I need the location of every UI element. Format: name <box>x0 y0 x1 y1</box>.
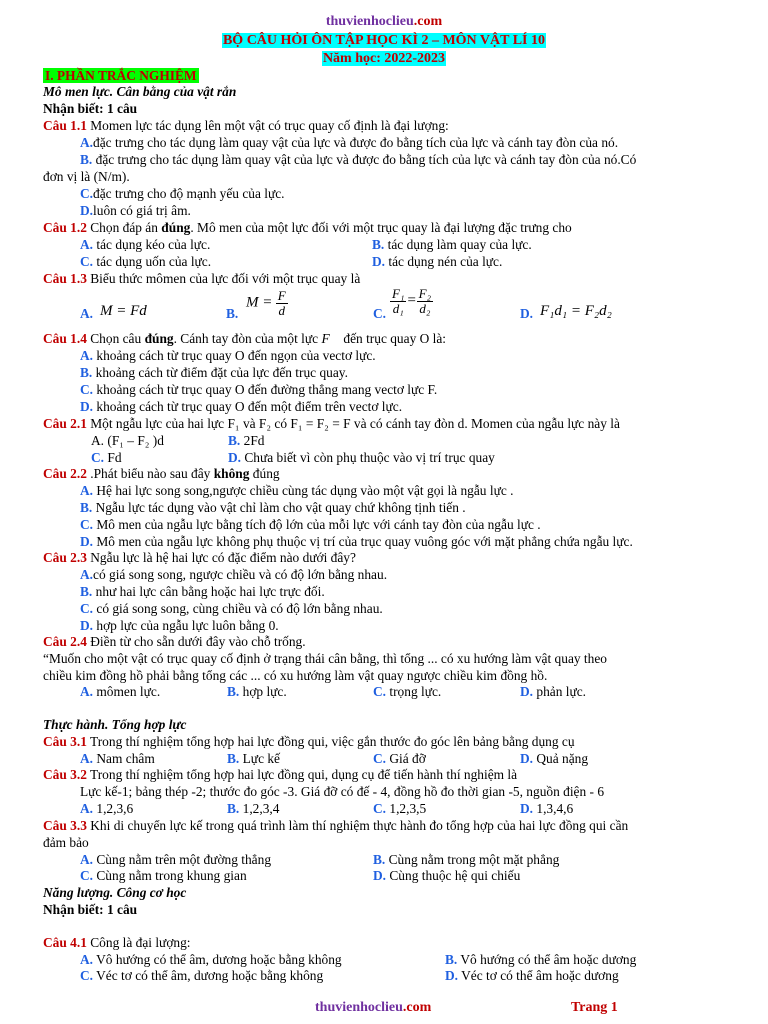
topic-heading: Năng lượng. Công cơ học <box>43 885 187 900</box>
question-4-1: Câu 4.1 Công là đại lượng: <box>43 935 191 950</box>
option-a: A. 1,2,3,6 <box>80 801 134 816</box>
question-1-3: Câu 1.3 Biểu thức mômen của lực đối với một trục quay là <box>43 271 361 286</box>
option-b: B. Lực kế <box>227 751 280 766</box>
formula-b: M = $\frac{F}{d}$ <box>246 288 286 318</box>
option-b: B. khoảng cách từ điểm đặt của lực đến trục quay. <box>80 365 348 380</box>
option-d: D. 1,3,4,6 <box>520 801 574 816</box>
topic-heading: Thực hành. Tổng hợp lực <box>43 717 187 732</box>
option-a: A. Vô hướng có thể âm, dương hoặc bằng không <box>80 952 342 967</box>
option-c: C. trọng lực. <box>373 684 442 699</box>
option-c: C. Cùng nằm trong khung gian <box>80 868 247 883</box>
option-b: B. như hai lực cân bằng hoặc hai lực trực đối. <box>80 584 325 599</box>
question-1-2: Câu 1.2 Chọn đáp án đúng. Mô men của một lực đối với một trục quay là đại lượng đặc trưng cho <box>43 220 572 235</box>
option-a: A. tác dụng kéo của lực. <box>80 237 211 252</box>
site-header <box>0 14 768 30</box>
level-label: Nhận biết: 1 câu <box>43 902 138 917</box>
option-d: D. Mô men của ngẫu lực không phụ thuộc vị trí của trục quay vuông góc với mặt phẳng chứa ngẫu lực. <box>80 534 633 549</box>
option-c: C. có giá song song, cùng chiều và có độ lớn bằng nhau. <box>80 601 383 616</box>
formula-c: $\frac{\text{F₁}}{\text{d₁}}$ = $\frac{\text{F₂}}{\text{d₂}}$ <box>392 286 432 316</box>
option-a: A. Nam châm <box>80 751 155 766</box>
option-d: D. Quả nặng <box>520 751 589 766</box>
option-b: B. tác dụng làm quay của lực. <box>372 237 532 252</box>
option-d: D. Cùng thuộc hệ qui chiếu <box>373 868 521 883</box>
option-a: A. Cùng nằm trên một đường thẳng <box>80 852 272 867</box>
option-d: D. hợp lực của ngẫu lực luôn bằng 0. <box>80 618 279 633</box>
section-heading: I. PHẦN TRẮC NGHIỆM <box>45 68 197 83</box>
question-3-2-cont: Lực kế-1; bảng thép -2; thước đo góc -3. Giá đỡ có đế - 4, đồng hồ đo thời gian -5, nguồn điện - 6 <box>80 784 605 799</box>
topic-heading: Mô men lực. Cân bằng của vật rắn <box>43 84 237 99</box>
option-d: D. Véc tơ có thể âm hoặc dương <box>445 968 619 983</box>
option-b: B. Vô hướng có thể âm hoặc dương <box>445 952 637 967</box>
question-2-2: Câu 2.2 .Phát biểu nào sau đây không đúng <box>43 466 280 481</box>
option-c: C. tác dụng uốn của lực. <box>80 254 212 269</box>
site-name: thuvienhoclieu <box>325 14 414 29</box>
formula-a: M = Fd <box>100 303 147 319</box>
option-a: A. (F₁ – F₂ )d <box>91 433 164 448</box>
level-label: Nhận biết: 1 câu <box>43 101 138 116</box>
option-b: B. hợp lực. <box>227 684 287 699</box>
question-1-1: Câu 1.1 Momen lực tác dụng lên một vật có trục quay cố định là đại lượng: <box>43 118 449 133</box>
option-a: A. khoảng cách từ trục quay O đến ngọn của vectơ lực. <box>80 348 376 363</box>
option-c: C. Fd <box>91 450 122 465</box>
question-2-4: Câu 2.4 Điền từ cho sẵn dưới đây vào chỗ trống. <box>43 634 306 649</box>
formula-d: F₁d₁ = F₂d₂ <box>540 303 612 319</box>
option-a: A. mômen lực. <box>80 684 161 699</box>
site-domain: .com <box>413 14 443 29</box>
option-b: B. 1,2,3,4 <box>227 801 280 816</box>
option-d: D. phản lực. <box>520 684 587 699</box>
option-d: D. <box>520 306 534 321</box>
page-number: Trang 1 <box>571 1000 618 1015</box>
question-2-3: Câu 2.3 Ngẫu lực là hệ hai lực có đặc điểm nào dưới đây? <box>43 550 356 565</box>
option-b: B. 2Fd <box>228 433 265 448</box>
question-3-3-cont: đảm bảo <box>43 835 89 850</box>
option-c: C. <box>373 306 387 321</box>
document-title: BỘ CÂU HỎI ÔN TẬP HỌC KÌ 2 – MÔN VẬT LÍ 10 <box>222 33 546 48</box>
question-1-4: Câu 1.4 Chọn câu đúng. Cánh tay đòn của một lực F⃗ đến trục quay O là: <box>43 331 447 346</box>
option-d: D.luôn có giá trị âm. <box>80 203 191 218</box>
question-3-2: Câu 3.2 Trong thí nghiệm tổng hợp hai lực đồng qui, dụng cụ để tiến hành thí nghiệm là <box>43 767 518 782</box>
option-b: B. Cùng nằm trong một mặt phẳng <box>373 852 560 867</box>
option-b: B. đặc trưng cho tác dụng làm quay vật của lực và được đo bằng tích của lực và cánh tay đòn của nó.Có <box>80 152 637 167</box>
question-3-3: Câu 3.3 Khi di chuyển lực kế trong quá trình làm thí nghiệm thực hành đo tổng hợp của hai lực đồng qui cần <box>43 818 629 833</box>
option-a: A.có giá song song, ngược chiều và có độ lớn bằng nhau. <box>80 567 388 582</box>
option-c: C. 1,2,3,5 <box>373 801 427 816</box>
option-c: C. khoảng cách từ trục quay O đến đường thẳng mang vectơ lực F. <box>80 382 438 397</box>
quote-line-2: chiều kim đồng hồ phải bằng tổng các ... có xu hướng làm vật quay ngược chiều kim đồng hồ. <box>43 668 548 683</box>
option-b: B. Ngẫu lực tác dụng vào vật chỉ làm cho vật quay chứ không tịnh tiến . <box>80 500 466 515</box>
footer-site: thuvienhoclieu.com <box>315 1000 432 1015</box>
question-3-1: Câu 3.1 Trong thí nghiệm tổng hợp hai lực đồng qui, việc gắn thước đo góc lên bảng bằng dụng cụ <box>43 734 575 749</box>
option-a: A. <box>80 306 94 321</box>
option-c: C. Giá đỡ <box>373 751 426 766</box>
quote-line-1: “Muốn cho một vật có trục quay cố định ở trạng thái cân bằng, thì tổng ... có xu hướng làm vật quay theo <box>43 651 607 666</box>
option-c: C.đặc trưng cho độ mạnh yếu của lực. <box>80 186 285 201</box>
question-2-1: Câu 2.1 Một ngẫu lực của hai lực F₁ và F₂ có F₁ = F₂ = F và có cánh tay đòn d. Momen của ngẫu lực này là <box>43 416 620 431</box>
option-a: A. Hệ hai lực song song,ngược chiều cùng tác dụng vào một vật gọi là ngẫu lực . <box>80 483 514 498</box>
option-b: B. <box>226 306 239 321</box>
school-year: Năm học: 2022-2023 <box>322 51 446 66</box>
option-b-cont: đơn vị là (N/m). <box>43 169 130 184</box>
option-c: C. Véc tơ có thể âm, dương hoặc bằng không <box>80 968 324 983</box>
option-d: D. Chưa biết vì còn phụ thuộc vào vị trí trục quay <box>228 450 495 465</box>
option-c: C. Mô men của ngẫu lực bằng tích độ lớn của mỗi lực với cánh tay đòn của ngẫu lực . <box>80 517 541 532</box>
option-d: D. tác dụng nén của lực. <box>372 254 503 269</box>
option-a: A.đặc trưng cho tác dụng làm quay vật của lực và được đo bằng tích của lực và cánh tay đòn của nó. <box>80 135 619 150</box>
option-d: D. khoảng cách từ trục quay O đến một điểm trên vectơ lực. <box>80 399 403 414</box>
